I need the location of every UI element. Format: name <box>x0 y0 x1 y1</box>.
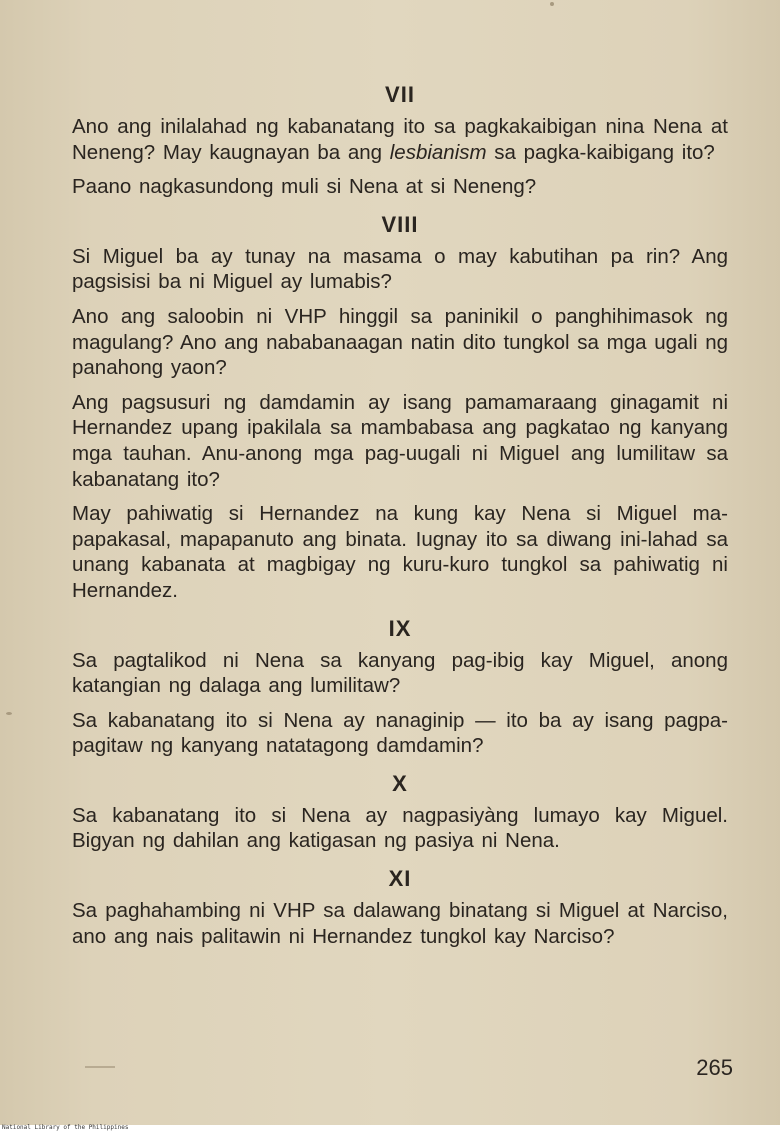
paragraph: Sa pagtalikod ni Nena sa kanyang pag-ibig kay Miguel, anong katangian ng dalaga ang lumilitaw? <box>72 648 728 698</box>
paragraph: Ang pagsusuri ng damdamin ay isang pamamaraang ginagamit ni Hernandez upang ipakilala sa mambabasa ang pagkatao ng kanyang mga tauhan. Anu-anong mga pag-uugali ni Miguel ang lumilitaw sa kabanatang ito? <box>72 390 728 491</box>
paragraph: May pahiwatig si Hernandez na kung kay Nena si Miguel ma-papakasal, mapapanuto ang binata. Iugnay ito sa diwang ini-lahad sa unang kabanata at magbigay ng kuru-kuro tungkol sa pahiwatig ni Hernandez. <box>72 502 728 602</box>
section-heading: IX <box>388 615 412 641</box>
paragraph: Si Miguel ba ay tunay na masama o may kabutihan pa rin? Ang pagsisisi ba ni Miguel ay lumabis? <box>72 244 728 294</box>
section-viii <box>72 212 728 604</box>
paragraph: Sa paghahambing ni VHP sa dalawang binatang si Miguel at Narciso, ano ang nais palitawin ni Hernandez tungkol kay Narciso? <box>72 899 728 948</box>
section-heading: XI <box>388 866 412 892</box>
section-vii <box>72 82 728 200</box>
section-xi <box>72 866 728 949</box>
paragraph: Sa kabanatang ito si Nena ay nagpasiyàng lumayo kay Miguel. Bigyan ng dahilan ang katigasan ng pasiya ni Nena. <box>72 803 728 853</box>
section-heading: X <box>392 770 408 796</box>
page-smudge <box>85 1066 115 1068</box>
section-x <box>72 771 728 854</box>
paragraph: Sa kabanatang ito si Nena ay nanaginip — ito ba ay isang pagpa-pagitaw ng kanyang natatagong damdamin? <box>72 708 728 758</box>
paragraph: Paano nagkasundong muli si Nena at si Neneng? <box>72 175 537 199</box>
library-watermark: National Library of the Philippines <box>2 1124 129 1131</box>
page-speck <box>550 2 554 6</box>
page-content <box>72 82 728 961</box>
section-heading: VII <box>385 82 415 107</box>
page-number: 265 <box>696 1055 733 1080</box>
page-speck <box>6 712 12 715</box>
section-ix <box>72 616 728 759</box>
paragraph: Ano ang saloobin ni VHP hinggil sa paninikil o panghihimasok ng magulang? Ano ang nababanaagan natin dito tungkol sa mga ugali ng panahong yaon? <box>72 304 729 380</box>
section-heading: VIII <box>381 211 419 237</box>
paragraph: Ano ang inilalahad ng kabanatang ito sa pagkakaibigan nina Nena at Neneng? May kaugnayan ba ang lesbianism sa pagka-kaibigang ito? <box>72 115 728 164</box>
